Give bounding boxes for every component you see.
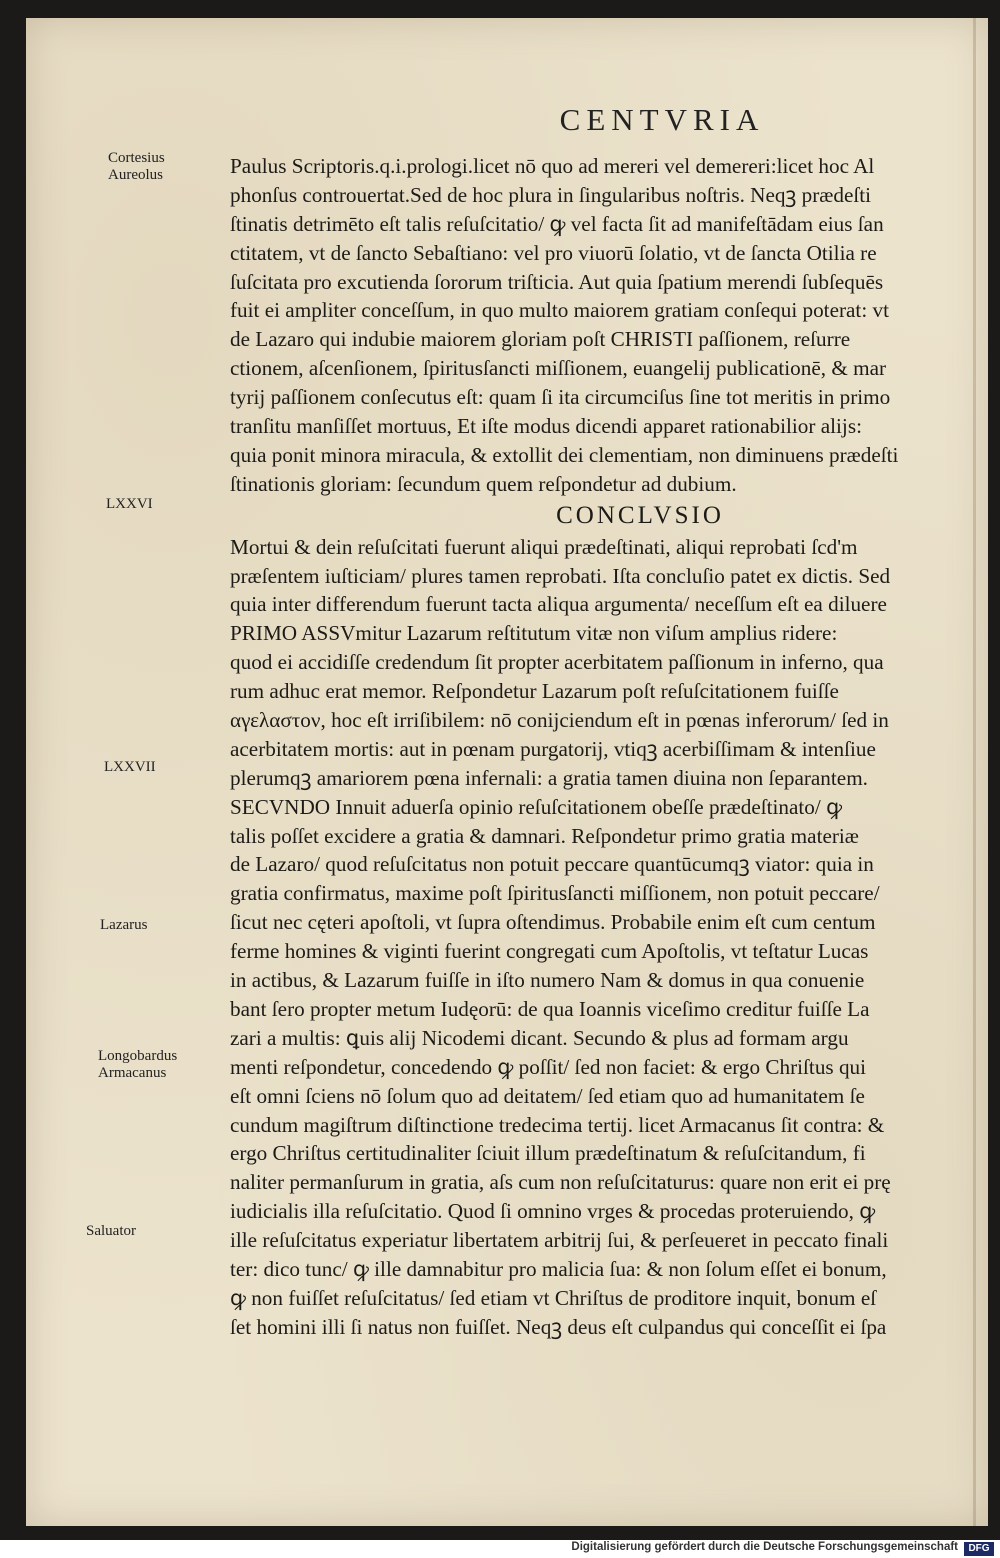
text-line: bant ſero propter metum Iudęorū: de qua Ioannis viceſimo creditur fuiſſe La bbox=[230, 996, 870, 1021]
section-heading-conclusio: CONCLVSIO bbox=[556, 501, 724, 529]
text-line: ſicut nec cęteri apoſtoli, vt ſupra oſtendimus. Probabile enim eſt cum centum bbox=[230, 910, 876, 935]
text-line: in actibus, & Lazarum fuiſſe in iſto numero Nam & domus in qua conuenie bbox=[230, 968, 865, 993]
text-line: tyrij paſſionem conſecutus eſt: quam ſi ita circumciſus ſine tot meritis in primo bbox=[230, 385, 891, 410]
page-edge bbox=[973, 18, 976, 1526]
text-line: acerbitatem mortis: aut in pœnam purgatorij, vtiqꝫ acerbiſſimam & intenſiue bbox=[230, 736, 876, 761]
text-line: ſtinatis detrimēto eſt talis reſuſcitatio/ ꝙ vel facta ſit ad manifeſtādam eius ſan bbox=[230, 211, 884, 236]
text-section-b bbox=[230, 533, 970, 1342]
book-page bbox=[26, 18, 988, 1526]
text-line: quod ei accidiſſe credendum ſit propter acerbitatem paſſionum in inferno, qua bbox=[230, 650, 884, 675]
text-line: αγελαστον, hoc eſt irriſibilem: nō conijciendum eſt in pœnas inferorum/ ſed in bbox=[230, 708, 889, 733]
text-line: ctionem, aſcenſionem, ſpiritusſancti miſſionem, euangelij publicationē, & mar bbox=[230, 356, 887, 381]
text-line: talis poſſet excidere a gratia & damnari. Reſpondetur primo gratia materiæ bbox=[230, 823, 859, 848]
text-line: ſet homini illi ſi natus non fuiſſet. Neqꝫ deus eſt culpandus qui conceſſit ei ſpa bbox=[230, 1314, 887, 1339]
margin-note-lazarus: Lazarus bbox=[100, 917, 148, 933]
text-section-a bbox=[230, 152, 970, 499]
text-line: præſentem iuſticiam/ plures tamen reprobati. Iſta concluſio patet ex dictis. Sed bbox=[230, 563, 891, 588]
margin-note-cortesius: Cortesius bbox=[108, 150, 165, 166]
text-line: quia inter differendum fuerunt tacta aliqua argumenta/ neceſſum eſt ea diluere bbox=[230, 592, 887, 617]
text-line: quia ponit minora miracula, & extollit dei clementiam, non diminuens prædeſti bbox=[230, 442, 899, 467]
text-line: ter: dico tunc/ ꝙ ille damnabitur pro malicia ſua: & non ſolum eſſet ei bonum, bbox=[230, 1256, 887, 1281]
margin-note-saluator: Saluator bbox=[86, 1223, 136, 1239]
text-line: SECVNDO Innuit aduerſa opinio reſuſcitationem obeſſe prædeſtinato/ ꝙ bbox=[230, 794, 842, 819]
text-line: ille reſuſcitatus experiatur libertatem arbitrij ſui, & perſeueret in peccato finali bbox=[230, 1228, 889, 1253]
text-line: eſt omni ſciens nō ſolum quo ad deitatem/ ſed etiam quo ad humanitatem ſe bbox=[230, 1083, 865, 1108]
text-line: ſtinationis gloriam: ſecundum quem reſpondetur ad dubium. bbox=[230, 471, 737, 496]
text-line: naliter permanſurum in gratia, aſs cum non reſuſcitaturus: quare non erit ei prę bbox=[230, 1170, 891, 1195]
text-line: ferme homines & viginti fuerint congregati cum Apoſtolis, vt teſtatur Lucas bbox=[230, 939, 869, 964]
main-text-block bbox=[230, 152, 970, 1342]
text-line: ergo Chriſtus certitudinaliter ſciuit illum prædeſtinatum & reſuſcitandum, fi bbox=[230, 1141, 866, 1166]
running-head: CENTVRIA bbox=[559, 102, 765, 137]
text-line: de Lazaro/ quod reſuſcitatus non potuit peccare quantūcumqꝫ viator: quia in bbox=[230, 852, 874, 877]
text-line: PRIMO ASSVmitur Lazarum reſtitutum vitæ non viſum amplius ridere: bbox=[230, 621, 838, 646]
text-line: phonſus controuertat.Sed de hoc plura in ſingularibus noſtris. Neqꝫ prædeſti bbox=[230, 182, 872, 207]
text-line: cundum magiſtrum diſtinctione tredecima tertij. licet Armacanus ſit contra: & bbox=[230, 1112, 885, 1137]
digitization-credit: Digitalisierung gefördert durch die Deutsche Forschungsgemeinschaft bbox=[571, 1541, 958, 1553]
text-line: tranſitu manſiſſet mortuus, Et iſte modus dicendi apparet rationabilior alijs: bbox=[230, 414, 862, 439]
text-line: ꝙ non fuiſſet reſuſcitatus/ ſed etiam vt Chriſtus de proditore inquit, bonum eſ bbox=[230, 1285, 877, 1310]
margin-note-lxxvi: LXXVI bbox=[106, 496, 153, 512]
text-line: menti reſpondetur, concedendo ꝙ poſſit/ ſed non faciet: & ergo Chriſtus qui bbox=[230, 1054, 867, 1079]
text-line: Paulus Scriptoris.q.i.prologi.licet nō quo ad mereri vel demereri:licet hoc Al bbox=[230, 154, 875, 178]
text-line: ſuſcitata pro excutienda ſororum triſticia. Aut quia ſpatium merendi ſubſequēs bbox=[230, 269, 884, 294]
text-line: fuit ei ampliter conceſſum, in quo multo maiorem gratiam conſequi poterat: vt bbox=[230, 298, 889, 323]
margin-note-lxxvii: LXXVII bbox=[104, 759, 156, 775]
text-line: rum adhuc erat memor. Reſpondetur Lazarum poſt reſuſcitationem fuiſſe bbox=[230, 679, 839, 704]
text-line: gratia confirmatus, maxime poſt ſpiritusſancti miſſionem, non potuit peccare/ bbox=[230, 881, 880, 906]
text-line: Mortui & dein reſuſcitati fuerunt aliqui prædeſtinati, aliqui reprobati ſcd'm bbox=[230, 534, 858, 559]
text-line: iudicialis illa reſuſcitatio. Quod ſi omnino vrges & procedas proteruiendo, ꝙ bbox=[230, 1199, 876, 1224]
margin-note-longobardus: Longobardus bbox=[98, 1048, 178, 1064]
text-line: ctitatem, vt de ſancto Sebaſtiano: vel pro viuorū ſolatio, vt de ſancta Otilia re bbox=[230, 240, 877, 265]
text-line: de Lazaro qui indubie maiorem gloriam poſt CHRISTI paſſionem, reſurre bbox=[230, 327, 851, 352]
margin-note-aureolus: Aureolus bbox=[108, 167, 163, 183]
margin-note-armacanus: Armacanus bbox=[98, 1065, 167, 1081]
text-line: plerumqꝫ amariorem pœna infernali: a gratia tamen diuina non ſeparantem. bbox=[230, 765, 868, 790]
dfg-logo: DFG bbox=[964, 1542, 994, 1556]
text-line: zari a multis: ꝗuis alij Nicodemi dicant. Secundo & plus ad formam argu bbox=[230, 1025, 849, 1050]
